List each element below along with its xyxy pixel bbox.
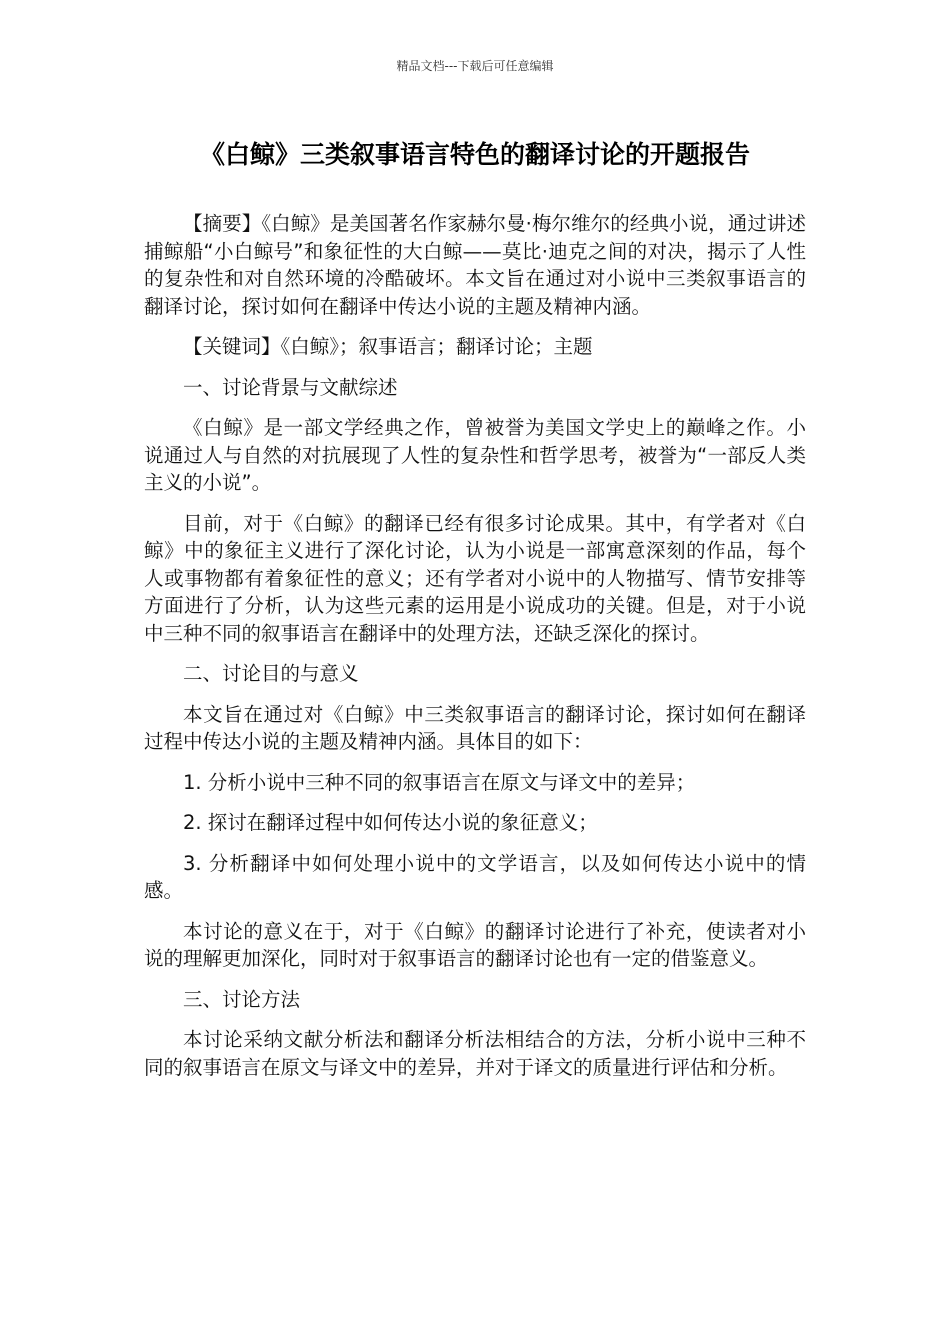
page-header: 精品文档---下载后可任意编辑 xyxy=(396,59,554,73)
body-paragraph: 《白鲸》是一部文学经典之作，曾被誉为美国文学史上的巅峰之作。小说通过人与自然的对抗展现了人性的复杂性和哲学思考，被誉为“一部反人类主义的小说”。 xyxy=(144,416,806,494)
list-item: 2. 探讨在翻译过程中如何传达小说的象征意义； xyxy=(183,811,598,834)
body-paragraph: 本文旨在通过对《白鲸》中三类叙事语言的翻译讨论，探讨如何在翻译过程中传达小说的主题及精神内涵。具体目的如下： xyxy=(144,702,806,753)
section-heading-purpose: 二、讨论目的与意义 xyxy=(183,662,359,685)
list-item: 1. 分析小说中三种不同的叙事语言在原文与译文中的差异； xyxy=(183,770,696,794)
keywords-paragraph: 【关键词】《白鲸》；叙事语言；翻译讨论；主题 xyxy=(183,335,593,358)
body-paragraph: 本讨论的意义在于，对于《白鲸》的翻译讨论进行了补充，使读者对小说的理解更加深化，同时对于叙事语言的翻译讨论也有一定的借鉴意义。 xyxy=(144,919,806,970)
body-paragraph: 目前，对于《白鲸》的翻译已经有很多讨论成果。其中，有学者对《白鲸》中的象征主义进行了深化讨论，认为小说是一部寓意深刻的作品，每个人或事物都有着象征性的意义；还有学者对小说中的人物描写、情节安排等方面进行了分析，认为这些元素的运用是小说成功的关键。但是，对于小说中三种不同的叙事语言在翻译中的处理方法，还缺乏深化的探讨。 xyxy=(144,511,806,645)
section-heading-background: 一、讨论背景与文献综述 xyxy=(183,375,398,399)
body-paragraph: 本讨论采纳文献分析法和翻译分析法相结合的方法，分析小说中三种不同的叙事语言在原文与译文中的差异，并对于译文的质量进行评估和分析。 xyxy=(144,1028,806,1079)
document-body xyxy=(144,210,806,1094)
list-item: 3. 分析翻译中如何处理小说中的文学语言，以及如何传达小说中的情感。 xyxy=(144,851,806,902)
section-heading-method: 三、讨论方法 xyxy=(183,987,301,1011)
document-title: 《白鲸》三类叙事语言特色的翻译讨论的开题报告 xyxy=(199,140,750,169)
abstract-paragraph: 【摘要】《白鲸》是美国著名作家赫尔曼·梅尔维尔的经典小说，通过讲述捕鲸船“小白鲸号”和象征性的大白鲸——莫比·迪克之间的对决，揭示了人性的复杂性和对自然环境的冷酷破坏。本文旨在通过对小说中三类叙事语言的翻译讨论，探讨如何在翻译中传达小说的主题及精神内涵。 xyxy=(144,212,806,318)
